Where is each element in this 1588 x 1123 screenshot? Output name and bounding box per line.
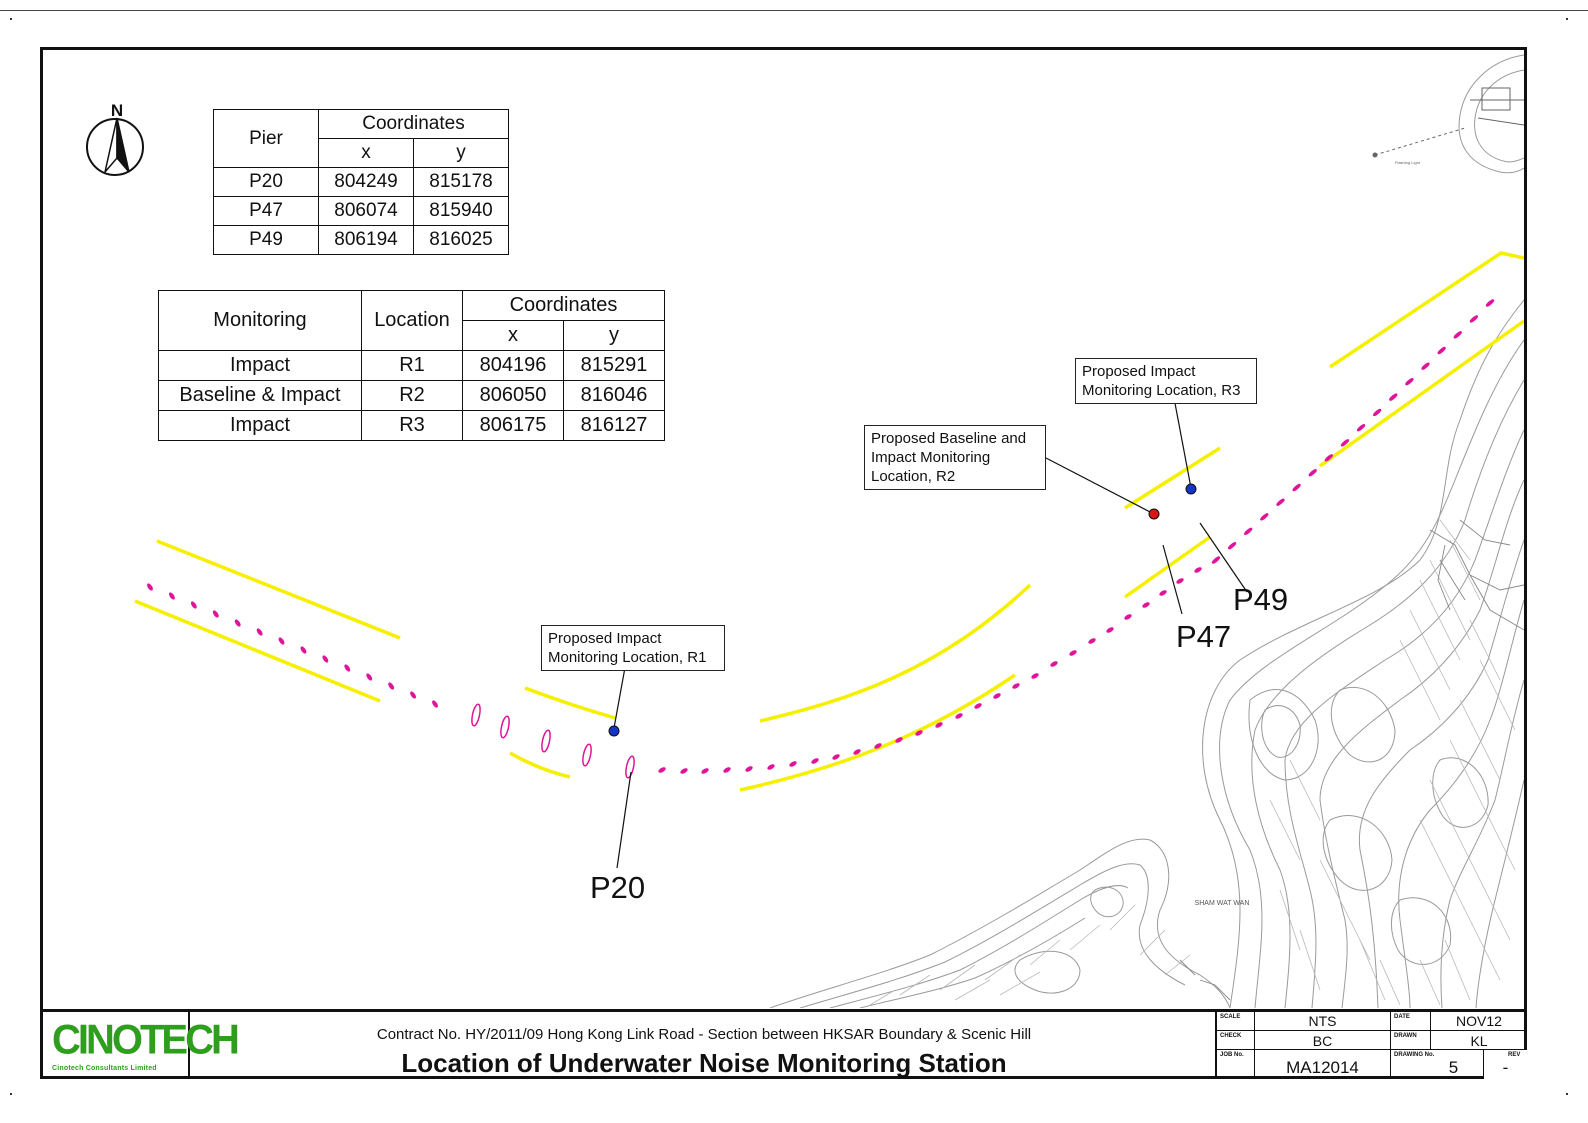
- pier-y: 815178: [414, 168, 509, 197]
- logo-text: CINOTECH: [52, 1016, 237, 1064]
- bay-name-label: SHAM WAT WAN: [1194, 900, 1250, 907]
- pier-y: 815940: [414, 197, 509, 226]
- location-y: 816046: [564, 381, 665, 411]
- contract-description: Contract No. HY/2011/09 Hong Kong Link Road - Section between HKSAR Boundary & Scenic Hill: [376, 1026, 1032, 1043]
- pier-name: P20: [214, 168, 319, 197]
- drawing-title: Location of Underwater Noise Monitoring Station: [401, 1048, 1007, 1078]
- header-x: x: [463, 321, 564, 351]
- job-value: MA12014: [1286, 1058, 1359, 1077]
- header-coordinates: Coordinates: [319, 110, 509, 139]
- sheet-top-rule: [0, 10, 1588, 11]
- sheet-corner-mark: [1566, 1093, 1568, 1095]
- header-y: y: [414, 139, 509, 168]
- header-pier: Pier: [214, 110, 319, 168]
- drawn-label: DRAWN: [1394, 1033, 1417, 1039]
- table-row: [159, 351, 665, 381]
- callout-r1: [541, 625, 725, 671]
- header-coordinates: Coordinates: [463, 291, 665, 321]
- monitoring-type: Baseline & Impact: [159, 381, 362, 411]
- company-logo: [40, 1012, 237, 1079]
- pier-x: 806074: [319, 197, 414, 226]
- north-label: N: [110, 101, 124, 120]
- monitoring-locations-table: [158, 290, 665, 441]
- rev-label: REV: [1508, 1052, 1521, 1058]
- scale-label: SCALE: [1220, 1014, 1241, 1020]
- callout-line: Proposed Impact: [548, 630, 662, 647]
- monitoring-type: Impact: [159, 351, 362, 381]
- table-row: [159, 381, 665, 411]
- callout-line: Impact Monitoring: [871, 449, 991, 466]
- location-id: R1: [362, 351, 463, 381]
- check-label: CHECK: [1220, 1033, 1242, 1039]
- pier-name: P47: [214, 197, 319, 226]
- table-row: [214, 197, 509, 226]
- location-x: 806175: [463, 411, 564, 441]
- pier-name: P49: [214, 226, 319, 255]
- location-x: 804196: [463, 351, 564, 381]
- table-row: [214, 168, 509, 197]
- pier-coordinates-table: [213, 109, 509, 255]
- location-x: 806050: [463, 381, 564, 411]
- location-id: R2: [362, 381, 463, 411]
- scale-value: NTS: [1308, 1013, 1337, 1029]
- callout-r3: [1075, 358, 1257, 404]
- callout-line: Monitoring Location, R1: [548, 649, 707, 666]
- drawing-value: 5: [1448, 1058, 1459, 1077]
- sheet-corner-mark: [10, 18, 12, 20]
- drawn-value: KL: [1470, 1033, 1488, 1049]
- table-row: [214, 226, 509, 255]
- header-y: y: [564, 321, 665, 351]
- callout-line: Proposed Baseline and: [871, 430, 1027, 447]
- pier-label-p20: P20: [590, 870, 646, 905]
- callout-r2: [864, 425, 1046, 490]
- date-label: DATE: [1394, 1014, 1410, 1020]
- callout-line: Location, R2: [871, 468, 956, 485]
- sheet-corner-mark: [1566, 18, 1568, 20]
- sheet-corner-mark: [10, 1093, 12, 1095]
- location-id: R3: [362, 411, 463, 441]
- flashing-light-label: Flashing Light: [1395, 160, 1420, 165]
- pier-y: 816025: [414, 226, 509, 255]
- header-x: x: [319, 139, 414, 168]
- header-monitoring: Monitoring: [159, 291, 362, 351]
- callout-line: Proposed Impact: [1082, 363, 1196, 380]
- pier-label-p49: P49: [1233, 582, 1289, 617]
- callout-line: Monitoring Location, R3: [1082, 382, 1241, 399]
- rev-value: -: [1502, 1058, 1509, 1077]
- location-y: 815291: [564, 351, 665, 381]
- header-location: Location: [362, 291, 463, 351]
- job-label: JOB No.: [1220, 1052, 1244, 1058]
- title-block-grid: [1215, 1012, 1527, 1079]
- monitoring-type: Impact: [159, 411, 362, 441]
- location-y: 816127: [564, 411, 665, 441]
- pier-label-p47: P47: [1176, 619, 1232, 654]
- table-row: [159, 411, 665, 441]
- logo-subtext: Cinotech Consultants Limited: [52, 1065, 157, 1072]
- title-block: [40, 1009, 1527, 1079]
- date-value: NOV12: [1456, 1013, 1502, 1029]
- pier-x: 806194: [319, 226, 414, 255]
- check-value: BC: [1312, 1033, 1333, 1049]
- pier-x: 804249: [319, 168, 414, 197]
- drawing-label: DRAWING No.: [1394, 1052, 1435, 1058]
